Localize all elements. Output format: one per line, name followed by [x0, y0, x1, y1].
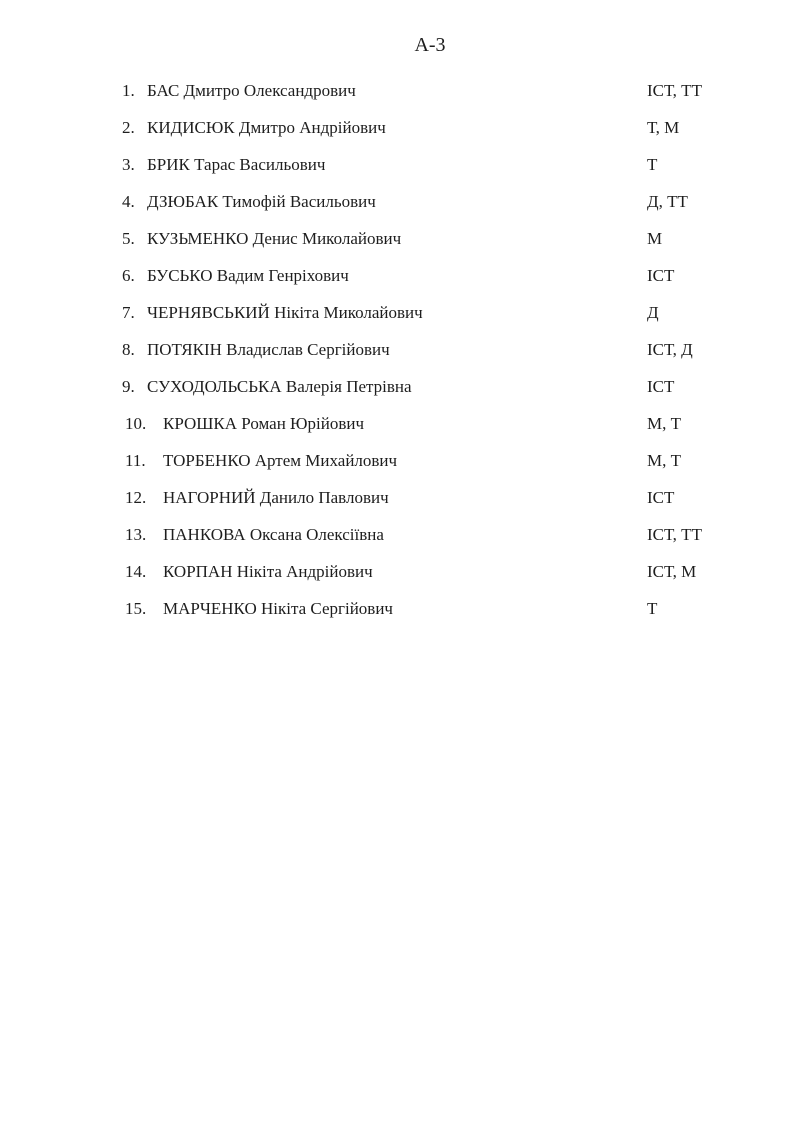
person-name: ТОРБЕНКО Артем Михайлович: [163, 451, 398, 470]
person-codes: Д: [647, 303, 659, 322]
list-item: [0, 368, 800, 405]
item-number: 10.: [125, 414, 147, 433]
list-item: [0, 109, 800, 146]
person-name: БАС Дмитро Олександрович: [147, 81, 356, 100]
person-name: КРОШКА Роман Юрійович: [163, 414, 365, 433]
list-item: [0, 146, 800, 183]
person-codes: ІСТ, ТТ: [647, 525, 702, 544]
person-codes: ІСТ, М: [647, 562, 697, 581]
item-number: 2.: [122, 118, 135, 137]
item-number: 5.: [122, 229, 135, 248]
list-item: [0, 516, 800, 553]
personnel-list: [0, 72, 800, 627]
person-name: ДЗЮБАК Тимофій Васильович: [147, 192, 376, 211]
list-item: [0, 553, 800, 590]
person-name: КОРПАН Нікіта Андрійович: [163, 562, 373, 581]
list-item: [0, 590, 800, 627]
item-number: 14.: [125, 562, 147, 581]
person-codes: ІСТ: [647, 266, 675, 285]
person-name: НАГОРНИЙ Данило Павлович: [163, 488, 389, 507]
item-number: 11.: [125, 451, 146, 470]
person-name: БУСЬКО Вадим Генріхович: [147, 266, 349, 285]
item-number: 13.: [125, 525, 147, 544]
item-number: 7.: [122, 303, 135, 322]
person-codes: Д, ТТ: [647, 192, 688, 211]
person-codes: М: [647, 229, 663, 248]
list-item: [0, 442, 800, 479]
person-name: КУЗЬМЕНКО Денис Миколайович: [147, 229, 402, 248]
item-number: 6.: [122, 266, 135, 285]
person-codes: Т: [647, 599, 658, 618]
person-codes: М, Т: [647, 451, 681, 470]
person-codes: М, Т: [647, 414, 681, 433]
list-item: [0, 72, 800, 109]
page-number-header: А-3: [414, 34, 446, 56]
person-name: БРИК Тарас Васильович: [147, 155, 326, 174]
person-codes: Т, М: [647, 118, 680, 137]
person-codes: ІСТ, ТТ: [647, 81, 702, 100]
person-codes: Т: [647, 155, 658, 174]
person-name: КИДИСЮК Дмитро Андрійович: [147, 118, 386, 137]
list-item: [0, 220, 800, 257]
item-number: 9.: [122, 377, 135, 396]
person-name: ЧЕРНЯВСЬКИЙ Нікіта Миколайович: [147, 303, 423, 322]
item-number: 1.: [122, 81, 135, 100]
person-name: ПАНКОВА Оксана Олексіївна: [163, 525, 384, 544]
list-item: [0, 331, 800, 368]
list-item: [0, 479, 800, 516]
person-codes: ІСТ: [647, 488, 675, 507]
person-name: МАРЧЕНКО Нікіта Сергійович: [163, 599, 393, 618]
list-item: [0, 294, 800, 331]
item-number: 12.: [125, 488, 147, 507]
list-item: [0, 183, 800, 220]
person-name: ПОТЯКІН Владислав Сергійович: [147, 340, 390, 359]
person-name: СУХОДОЛЬСЬКА Валерія Петрівна: [147, 377, 412, 396]
person-codes: ІСТ: [647, 377, 675, 396]
item-number: 3.: [122, 155, 135, 174]
list-item: [0, 257, 800, 294]
person-codes: ІСТ, Д: [647, 340, 693, 359]
item-number: 4.: [122, 192, 135, 211]
list-item: [0, 405, 800, 442]
item-number: 15.: [125, 599, 147, 618]
item-number: 8.: [122, 340, 135, 359]
